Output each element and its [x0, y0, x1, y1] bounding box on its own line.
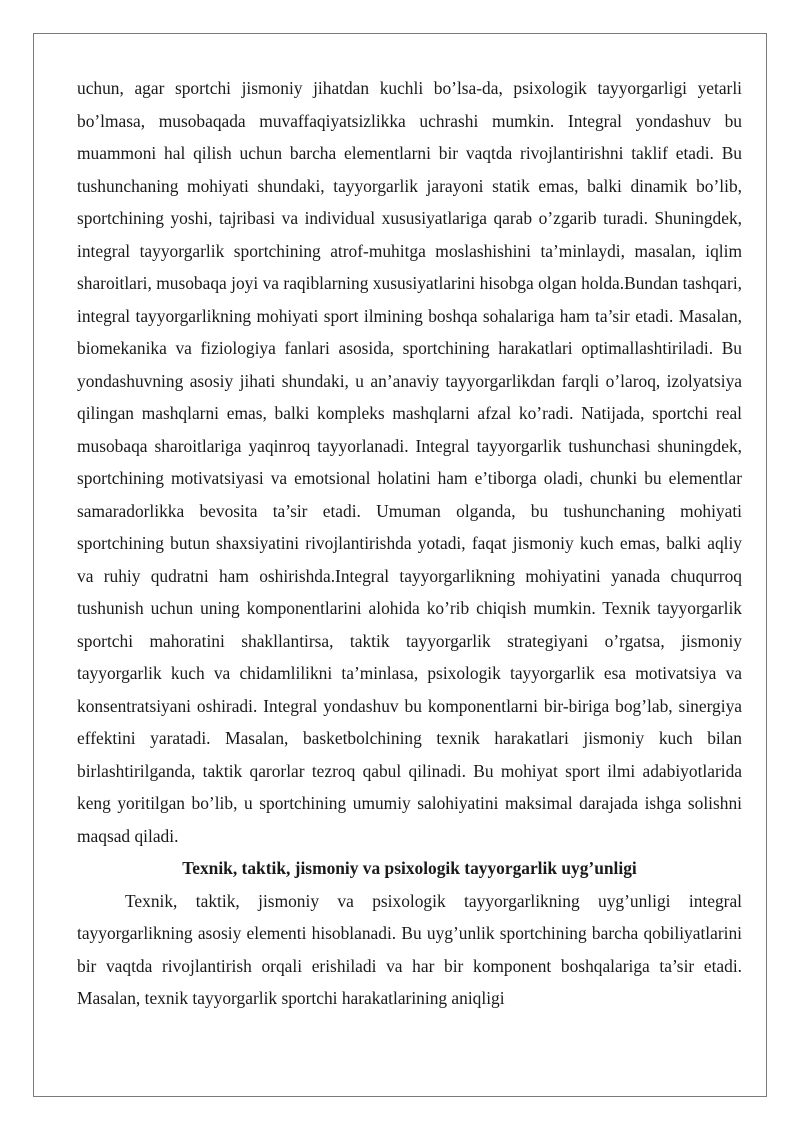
document-body: [77, 72, 742, 1015]
body-paragraph: Texnik, taktik, jismoniy va psixologik tayyorgarlikning uyg’unligi integral tayyorgarlikning asosiy elementi hisoblanadi. Bu uyg’unlik sportchining barcha qobiliyatlarini bir vaqtda rivojlantirish orqali erishiladi va har bir komponent boshqalariga ta’sir etadi. Masalan, texnik tayyorgarlik sportchi harakatlarining aniqligi: [77, 890, 742, 1008]
body-paragraph: uchun, agar sportchi jismoniy jihatdan kuchli bo’lsa-da, psixologik tayyorgarligi yetarli bo’lmasa, musobaqada muvaffaqiyatsizlikka uchrashi mumkin. Integral yondashuv bu muammoni hal qilish uchun barcha elementlarni bir vaqtda rivojlantirishni taklif etadi. Bu tushunchaning mohiyati shundaki, tayyorgarlik jarayoni statik emas, balki dinamik bo’lib, sportchining yoshi, tajribasi va individual xususiyatlariga qarab o’zgarib turadi. Shuningdek, integral tayyorgarlik sportchining atrof-muhitga moslashishini ta’minlaydi, masalan, iqlim sharoitlari, musobaqa joyi va raqiblarning xususiyatlarini hisobga olgan holda.Bundan tashqari, integral tayyorgarlikning mohiyati sport ilmining boshqa sohalariga ham ta’sir etadi. Masalan, biomekanika va fiziologiya fanlari asosida, sportchining harakatlari optimallashtiriladi. Bu yondashuvning asosiy jihati shundaki, u an’anaviy tayyorgarlikdan farqli o’laroq, izolyatsiya qilingan mashqlarni emas, balki kompleks mashqlarni afzal ko’radi. Natijada, sportchi real musobaqa sharoitlariga yaqinroq tayyorlanadi. Integral tayyorgarlik tushunchasi shuningdek, sportchining motivatsiyasi va emotsional holatini ham e’tiborga oladi, chunki bu elementlar samaradorlikka bevosita ta’sir etadi. Umuman olganda, bu tushunchaning mohiyati sportchining butun shaxsiyatini rivojlantirishda yotadi, faqat jismoniy kuch emas, balki aqliy va ruhiy qudratni ham oshirishda.Integral tayyorgarlikning mohiyatini yanada chuqurroq tushunish uchun uning komponentlarini alohida ko’rib chiqish mumkin. Texnik tayyorgarlik sportchi mahoratini shakllantirsa, taktik tayyorgarlik strategiyani o’rgatsa, jismoniy tayyorgarlik kuch va chidamlilikni ta’minlasa, psixologik tayyorgarlik esa motivatsiya va konsentratsiyani oshiradi. Integral yondashuv bu komponentlarni bir-biriga bog’lab, sinergiya effektini yaratadi. Masalan, basketbolchining texnik harakatlari jismoniy kuch bilan birlashtirilganda, taktik qarorlar tezroq qabul qilinadi. Bu mohiyat sport ilmi adabiyotlarida keng yoritilgan bo’lib, u sportchining umumiy salohiyatini maksimal darajada ishga solishni maqsad qiladi.: [77, 78, 742, 846]
section-heading: Texnik, taktik, jismoniy va psixologik tayyorgarlik uyg’unligi: [182, 858, 637, 878]
